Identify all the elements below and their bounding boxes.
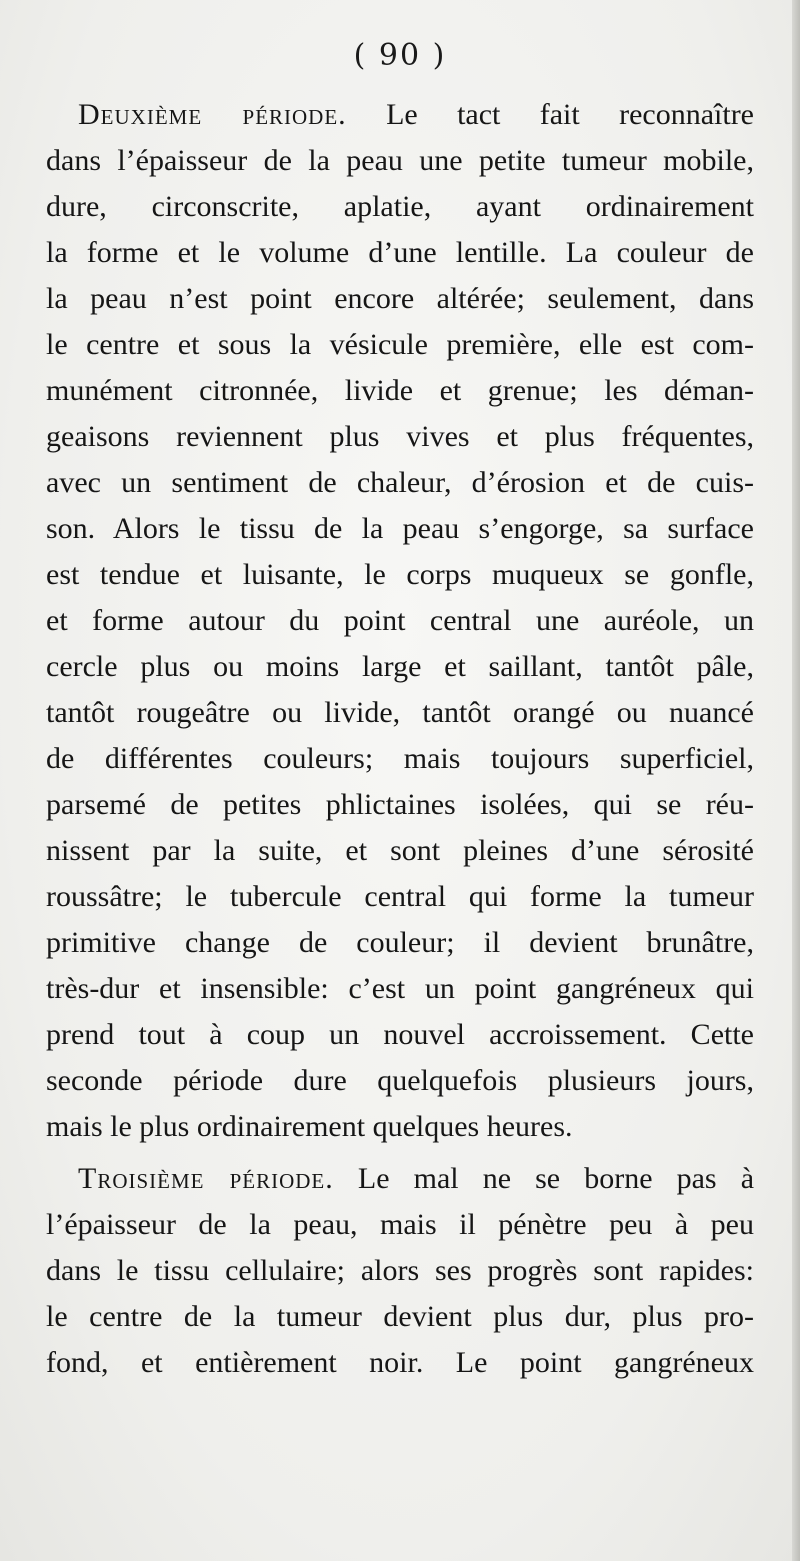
text-line: son. Alors le tissu de la peau s’engorge, sa surface: [46, 512, 754, 545]
text-line: dans l’épaisseur de la peau une petite tumeur mobile,: [46, 144, 754, 177]
text-line: et forme autour du point central une auréole, un: [46, 604, 754, 637]
text-line: la peau n’est point encore altérée; seulement, dans: [46, 282, 754, 315]
paragraph-2-line-1: Troisième période. Le mal ne se borne pas à: [78, 1162, 755, 1195]
text-line: roussâtre; le tubercule central qui forme la tumeur: [46, 880, 754, 913]
text-line: seconde période dure quelquefois plusieurs jours,: [46, 1064, 754, 1097]
text-line: fond, et entièrement noir. Le point gangréneux: [46, 1346, 754, 1379]
text-line: cercle plus ou moins large et saillant, tantôt pâle,: [46, 650, 754, 683]
text-line: parsemé de petites phlictaines isolées, qui se réu-: [46, 788, 754, 821]
text-line: mais le plus ordinairement quelques heures.: [46, 1110, 573, 1143]
page-edge: [792, 0, 800, 1561]
text-line: de différentes couleurs; mais toujours superficiel,: [46, 742, 754, 775]
text-line: est tendue et luisante, le corps muqueux se gonfle,: [46, 558, 754, 591]
text-line: l’épaisseur de la peau, mais il pénètre peu à peu: [46, 1208, 754, 1241]
section-heading-deuxieme-periode: Deuxième période.: [78, 98, 347, 131]
paragraph-1-line-1: Deuxième période. Le tact fait reconnaître: [78, 98, 754, 131]
page-number: ( 90 ): [353, 38, 447, 73]
body-text: [46, 92, 754, 1386]
text-line: primitive change de couleur; il devient brunâtre,: [46, 926, 754, 959]
text-line: très-dur et insensible: c’est un point gangréneux qui: [46, 972, 754, 1005]
text-line: le centre de la tumeur devient plus dur, plus pro-: [46, 1300, 754, 1333]
text-line: geaisons reviennent plus vives et plus fréquentes,: [46, 420, 754, 453]
text-line: dans le tissu cellulaire; alors ses progrès sont rapides:: [46, 1254, 754, 1287]
text-line: le centre et sous la vésicule première, elle est com-: [46, 328, 754, 361]
section-heading-troisieme-periode: Troisième période.: [78, 1162, 334, 1195]
text-line: tantôt rougeâtre ou livide, tantôt orangé ou nuancé: [46, 696, 754, 729]
text-line: dure, circonscrite, aplatie, ayant ordinairement: [46, 190, 754, 223]
text-line: avec un sentiment de chaleur, d’érosion et de cuis-: [46, 466, 754, 499]
text-line: prend tout à coup un nouvel accroissement. Cette: [46, 1018, 754, 1051]
text-line: munément citronnée, livide et grenue; les déman-: [46, 374, 754, 407]
text-line: nissent par la suite, et sont pleines d’une sérosité: [46, 834, 754, 867]
text-line: la forme et le volume d’une lentille. La couleur de: [46, 236, 754, 269]
